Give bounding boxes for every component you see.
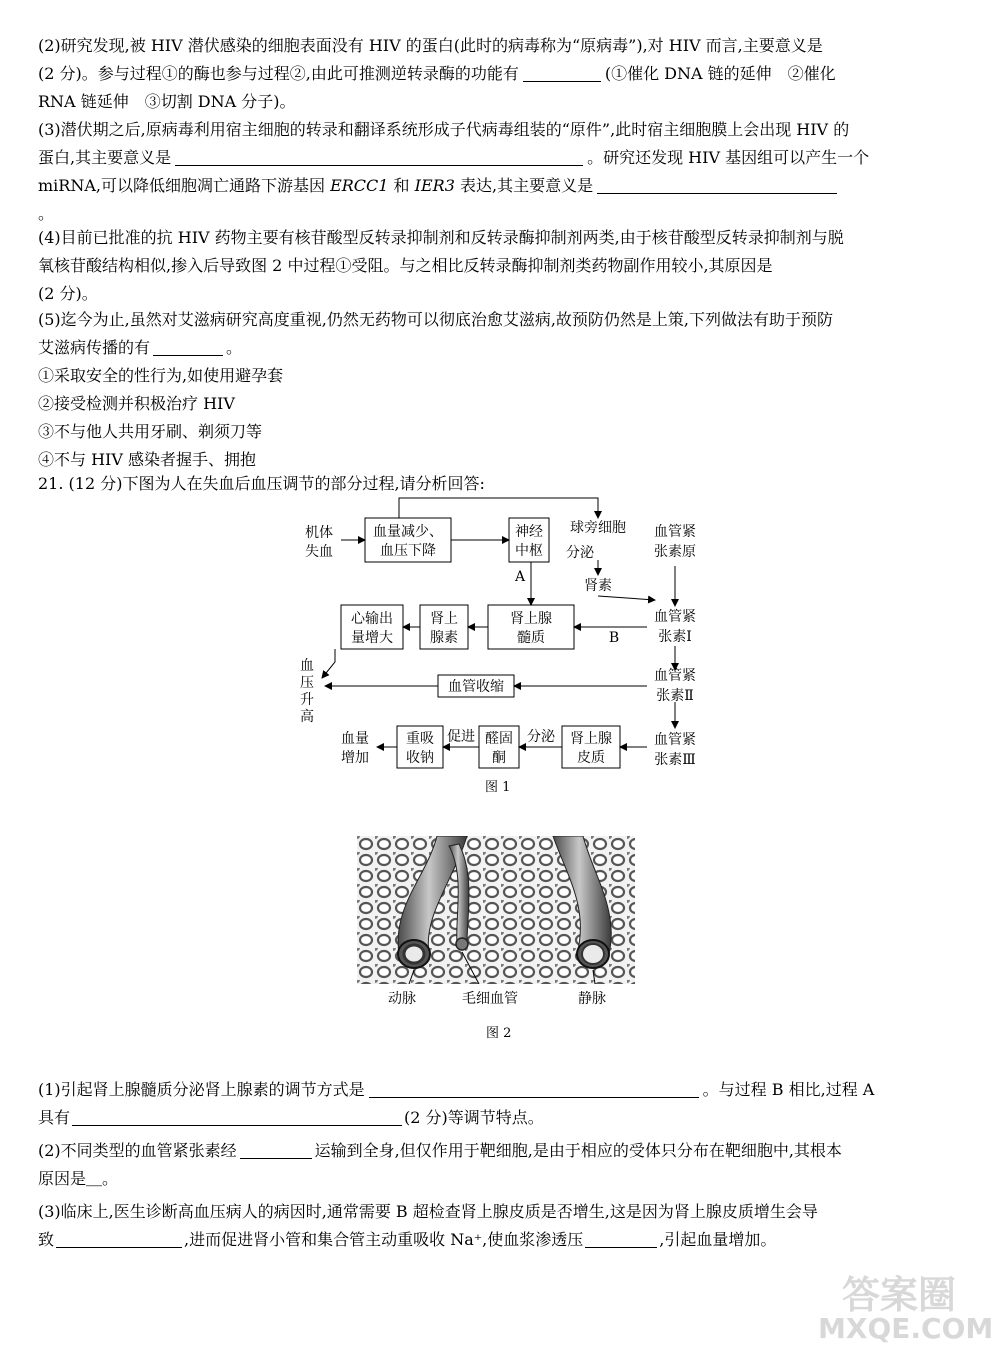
text-line: (2 分)。 (38, 284, 98, 303)
text-line: (3)临床上,医生诊断高血压病人的病因时,通常需要 B 超检查肾上腺皮质是否增生,这是因为肾上腺皮质增生会导 (38, 1202, 818, 1221)
text-line: (1)引起肾上腺髓质分泌肾上腺素的调节方式是 (38, 1080, 365, 1099)
figure2-caption: 图 2 (486, 1026, 512, 1041)
label-cortex: 皮质 (577, 750, 605, 766)
label-blood-loss: 失血 (305, 544, 333, 560)
text-line: (2)研究发现,被 HIV 潜伏感染的细胞表面没有 HIV 的蛋白(此时的病毒称为“原病毒”),对 HIV 而言,主要意义是 (38, 36, 823, 55)
q21-part2 (38, 1137, 963, 1193)
answer-blank[interactable] (369, 1079, 699, 1098)
label-bp-up: 高 (300, 709, 314, 725)
label-bp-up: 血 (300, 658, 314, 674)
q21-part3 (38, 1198, 963, 1254)
text-line: (2 分)等调节特点。 (404, 1108, 544, 1127)
text-line: 表达,其主要意义是 (454, 176, 594, 195)
label-aldosterone: 醛固 (485, 731, 513, 747)
text-line: 。研究还发现 HIV 基因组可以产生一个 (587, 148, 870, 167)
text-line: 运输到全身,但仅作用于靶细胞,是由于相应的受体只分布在靶细胞中,其根本 (314, 1141, 842, 1160)
label-vein: 静脉 (578, 991, 606, 1007)
q21-part1 (38, 1076, 963, 1132)
text-line: 氧核苷酸结构相似,掺入后导致图 2 中过程①受阻。与之相比反转录酶抑制剂类药物副作用较小,其原因是 (38, 256, 773, 275)
watermark-logo: 答案圈 (842, 1273, 957, 1317)
text-line: (4)目前已批准的抗 HIV 药物主要有核苷酸型反转录抑制剂和反转录酶抑制剂两类,由于核苷酸型反转录抑制剂与脱 (38, 228, 844, 247)
label-volume-drop: 血量减少、 (373, 524, 443, 540)
text-line: ,进而促进肾小管和集合管主动重吸收 Na⁺,使血浆渗透压 (184, 1230, 584, 1249)
label-juxtaglomerular: 球旁细胞 (570, 520, 626, 536)
q20-part5 (38, 306, 963, 474)
figure1-caption: 图 1 (485, 780, 511, 795)
label-bp-up: 升 (300, 692, 314, 708)
label-reabsorb: 收钠 (406, 750, 434, 766)
label-angiotensin-1: 张素Ⅰ (658, 629, 692, 645)
label-angiotensinogen: 血管紧 (654, 524, 696, 540)
label-renin: 肾素 (584, 578, 612, 594)
label-bp-up: 压 (300, 675, 314, 691)
text-line: 致 (38, 1230, 55, 1249)
q20-part4 (38, 224, 963, 308)
text-line: 具有 (38, 1108, 71, 1127)
label-angiotensin-2: 血管紧 (654, 668, 696, 684)
text-line: ,引起血量增加。 (659, 1230, 777, 1249)
label-secrete: 分泌 (566, 545, 594, 561)
answer-blank[interactable] (56, 1229, 182, 1248)
label-cardiac-output: 心输出 (351, 611, 393, 627)
gene-name: ERCC1 (330, 176, 389, 195)
text-line: 。 (38, 204, 55, 223)
label-volume-drop: 血压下降 (380, 543, 436, 559)
answer-blank[interactable] (240, 1140, 312, 1159)
text-line: miRNA,可以降低细胞凋亡通路下游基因 (38, 176, 331, 195)
question-stem: 21. (12 分)下图为人在失血后血压调节的部分过程,请分析回答: (38, 474, 485, 493)
text-line: 。与过程 B 相比,过程 A (702, 1080, 875, 1099)
answer-blank[interactable] (585, 1229, 657, 1248)
label-medulla: 髓质 (517, 630, 545, 646)
label-a: A (514, 569, 526, 585)
watermark-url: MXQE.COM (818, 1312, 994, 1345)
figure1-flowchart (295, 490, 715, 775)
text-line: 和 (388, 176, 415, 195)
label-volume-up: 增加 (341, 750, 369, 766)
label-cardiac-output: 量增大 (351, 630, 393, 646)
option-1: ①采取安全的性行为,如使用避孕套 (38, 366, 284, 385)
label-capillary: 毛细血管 (462, 991, 518, 1007)
text-line: (2 分)。参与过程①的酶也参与过程②,由此可推测逆转录酶的功能有 (38, 64, 519, 83)
label-nerve-center: 中枢 (515, 543, 543, 559)
figure2-vessels-illustration (357, 836, 635, 984)
label-volume-up: 血量 (341, 731, 369, 747)
label-medulla: 肾上腺 (510, 611, 552, 627)
label-angiotensin-1: 血管紧 (654, 609, 696, 625)
option-2: ②接受检测并积极治疗 HIV (38, 394, 235, 413)
text-line: (①催化 DNA 链的延伸 ②催化 (604, 64, 836, 83)
label-blood-loss: 机体 (305, 525, 333, 541)
answer-blank[interactable] (153, 337, 223, 356)
text-line: (2)不同类型的血管紧张素经 (38, 1141, 237, 1160)
label-aldosterone: 酮 (492, 750, 506, 766)
label-reabsorb: 重吸 (406, 731, 434, 747)
q20-part2 (38, 32, 963, 116)
option-4: ④不与 HIV 感染者握手、拥抱 (38, 450, 257, 469)
text-line: 蛋白,其主要意义是 (38, 148, 172, 167)
label-promote: 促进 (447, 729, 475, 745)
label-angiotensin-3: 血管紧 (654, 732, 696, 748)
label-b: B (608, 630, 620, 646)
label-angiotensinogen: 张素原 (654, 544, 696, 560)
label-nerve-center: 神经 (515, 524, 543, 540)
label-secrete-2: 分泌 (527, 729, 555, 745)
q20-part3 (38, 116, 963, 228)
text-line: 艾滋病传播的有 (38, 338, 151, 357)
option-3: ③不与他人共用牙刷、剃须刀等 (38, 422, 263, 441)
label-adrenaline: 腺素 (430, 630, 458, 646)
label-artery: 动脉 (388, 991, 416, 1007)
label-angiotensin-2: 张素Ⅱ (656, 688, 694, 704)
label-adrenaline: 肾上 (430, 611, 458, 627)
answer-blank[interactable] (523, 63, 601, 82)
label-angiotensin-3: 张素Ⅲ (654, 752, 696, 768)
answer-blank[interactable] (175, 147, 583, 166)
label-vasoconstriction: 血管收缩 (448, 679, 504, 695)
text-line: 原因是＿。 (38, 1169, 119, 1188)
text-line: (5)迄今为止,虽然对艾滋病研究高度重视,仍然无药物可以彻底治愈艾滋病,故预防仍然是上策,下列做法有助于预防 (38, 310, 834, 329)
text-line: (3)潜伏期之后,原病毒利用宿主细胞的转录和翻译系统形成子代病毒组装的“原件”,此时宿主细胞膜上会出现 HIV 的 (38, 120, 850, 139)
answer-blank[interactable] (72, 1107, 402, 1126)
label-cortex: 肾上腺 (570, 731, 612, 747)
gene-name: IER3 (414, 176, 455, 195)
text-line: RNA 链延伸 ③切割 DNA 分子)。 (38, 92, 296, 111)
answer-blank[interactable] (597, 175, 837, 194)
text-line: 。 (226, 338, 243, 357)
